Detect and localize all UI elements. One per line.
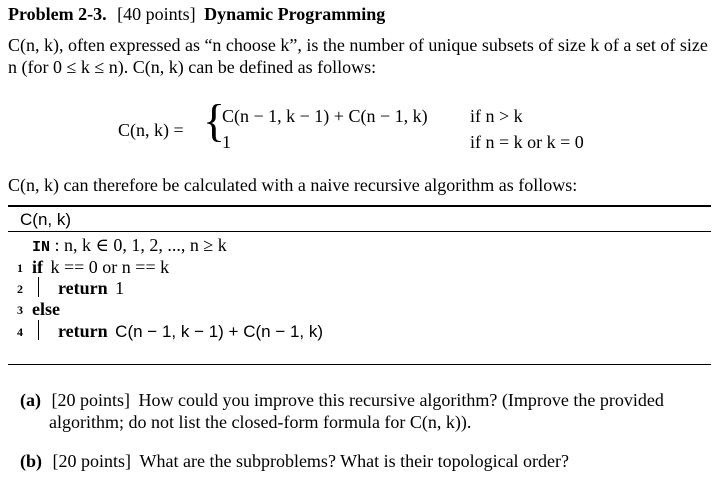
question-b-text-1: What are the subproblems? What is their topological order? (139, 451, 570, 471)
line-3-keyword: else (32, 299, 60, 319)
problem-points: [40 points] (117, 4, 196, 24)
question-b-label: (b) (20, 451, 42, 471)
algorithm-top-rule (8, 205, 711, 207)
question-a-text-1: How could you improve this recursive algorithm? (Improve the provided (138, 390, 664, 410)
algorithm-line-3 (32, 300, 60, 318)
problem-heading (8, 5, 385, 23)
input-keyword: IN (32, 239, 51, 256)
algorithm-bottom-rule (8, 364, 711, 365)
question-b-points: [20 points] (52, 451, 131, 471)
line-2-indent-bar (38, 277, 39, 297)
intro-line-2: n (for 0 ≤ k ≤ n). C(n, k) can be defined as follows: (8, 57, 377, 77)
line-4-indent-bar (38, 320, 39, 340)
line-number-2: 2 (17, 282, 23, 296)
definition-brace: { (203, 95, 226, 146)
problem-topic: Dynamic Programming (204, 4, 386, 24)
algorithm-line-4 (58, 322, 323, 340)
question-a-label: (a) (20, 390, 41, 410)
algorithm-header-rule (8, 231, 711, 232)
algorithm-line-2 (58, 279, 124, 297)
question-a-line-1 (20, 391, 664, 409)
algorithm-input (32, 236, 227, 255)
definition-case2-cond: if n = k or k = 0 (470, 132, 584, 152)
algorithm-line-1 (32, 258, 169, 276)
line-1-keyword: if (32, 257, 43, 277)
input-spec: : n, k ∈ 0, 1, 2, ..., n ≥ k (54, 235, 227, 255)
question-b-line-1 (20, 452, 569, 470)
line-number-3: 3 (17, 303, 23, 317)
intro-line-1: C(n, k), often expressed as “n choose k”, is the number of unique subsets of size k of a set of size (8, 35, 708, 55)
line-2-keyword: return (58, 278, 108, 298)
definition-case2-expr: 1 (222, 132, 231, 152)
line-number-1: 1 (17, 261, 23, 275)
definition-case1-expr: C(n − 1, k − 1) + C(n − 1, k) (222, 106, 428, 126)
definition-case1-cond: if n > k (470, 106, 523, 126)
question-a-points: [20 points] (51, 390, 130, 410)
question-a-text-2: algorithm; do not list the closed-form formula for C(n, k)). (49, 412, 472, 432)
line-number-4: 4 (17, 325, 23, 339)
line-1-text: k == 0 or n == k (50, 257, 170, 277)
algorithm-name: C(n, k) (20, 210, 71, 229)
line-4-keyword: return (58, 321, 108, 341)
problem-label: Problem 2-3. (8, 4, 107, 24)
line-4-text: C(n − 1, k − 1) + C(n − 1, k) (115, 322, 324, 341)
recursive-note: C(n, k) can therefore be calculated with a naive recursive algorithm as follows: (8, 175, 578, 195)
definition-lhs: C(n, k) = (118, 120, 184, 140)
line-2-text: 1 (115, 278, 125, 298)
